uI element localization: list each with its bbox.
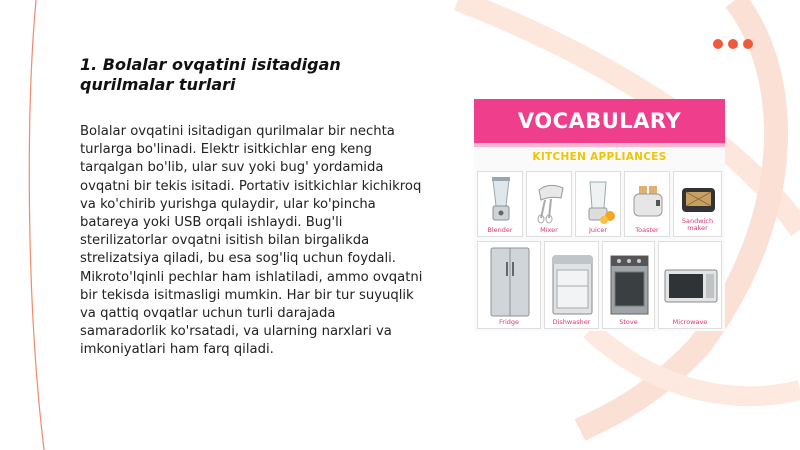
vocab-label: Mixer bbox=[540, 226, 558, 234]
toaster-icon bbox=[625, 172, 671, 230]
stove-icon bbox=[603, 242, 656, 322]
dot-icon bbox=[713, 39, 723, 49]
dot-icon bbox=[728, 39, 738, 49]
vocab-card-sandwich-maker bbox=[673, 171, 722, 237]
mixer-icon bbox=[527, 172, 573, 230]
vocab-label: Blender bbox=[487, 226, 513, 234]
vocab-label: Dishwasher bbox=[552, 318, 591, 326]
dishwasher-icon bbox=[545, 242, 600, 322]
vocabulary-subtitle: KITCHEN APPLIANCES bbox=[532, 151, 667, 163]
vocab-card-juicer bbox=[575, 171, 621, 237]
juicer-icon bbox=[576, 172, 622, 230]
vocabulary-image bbox=[474, 99, 725, 331]
vocab-card-fridge bbox=[477, 241, 541, 329]
vocab-card-stove bbox=[602, 241, 655, 329]
microwave-icon bbox=[659, 242, 723, 322]
vocab-label: Sandwich maker bbox=[681, 217, 714, 232]
banner-strip bbox=[474, 143, 725, 147]
fridge-icon bbox=[478, 242, 542, 322]
vocab-card-dishwasher bbox=[544, 241, 599, 329]
vocabulary-banner: VOCABULARY bbox=[474, 99, 725, 143]
slide-title: 1. Bolalar ovqatini isitadigan qurilmalar turlari bbox=[80, 55, 341, 94]
vocab-label: Fridge bbox=[499, 318, 519, 326]
vocab-label: Juicer bbox=[588, 226, 608, 234]
slide-body: Bolalar ovqatini isitadigan qurilmalar bir nechta turlarga bo'linadi. Elektr isitkichlar eng keng tarqalgan bo'lib, ular suv yoki bug' yordamida ovqatni bir tekis isitadi. Portativ isitkichlar kichikroq va ko'chirib yurishga qulaydir, ular ko'pincha batareya yoki USB orqali ishlaydi. Bug'li sterilizatorlar ovqatni isitish bilan birgalikda strelizatsiya qiladi, bu esa sog'liq uchun foydali. Mikroto'lqinli pechlar ham ishlatiladi, ammo ovqatni bir tekisda isitmasligi mumkin. Har bir tur suyuqlik va qattiq ovqatlar uchun turli darajada samaradorlik ko'rsatadi, va ularning narxlari va imkoniyatlari ham farq qiladi. bbox=[80, 124, 423, 358]
vocab-card-blender bbox=[477, 171, 523, 237]
vocab-label: Stove bbox=[619, 318, 638, 326]
vocab-card-toaster bbox=[624, 171, 670, 237]
vocab-card-microwave bbox=[658, 241, 722, 329]
vocab-label: Microwave bbox=[672, 318, 708, 326]
vocab-card-mixer bbox=[526, 171, 572, 237]
vocab-label: Toaster bbox=[635, 226, 659, 234]
dot-icon bbox=[743, 39, 753, 49]
menu-dots bbox=[713, 39, 753, 49]
blender-icon bbox=[478, 172, 524, 230]
